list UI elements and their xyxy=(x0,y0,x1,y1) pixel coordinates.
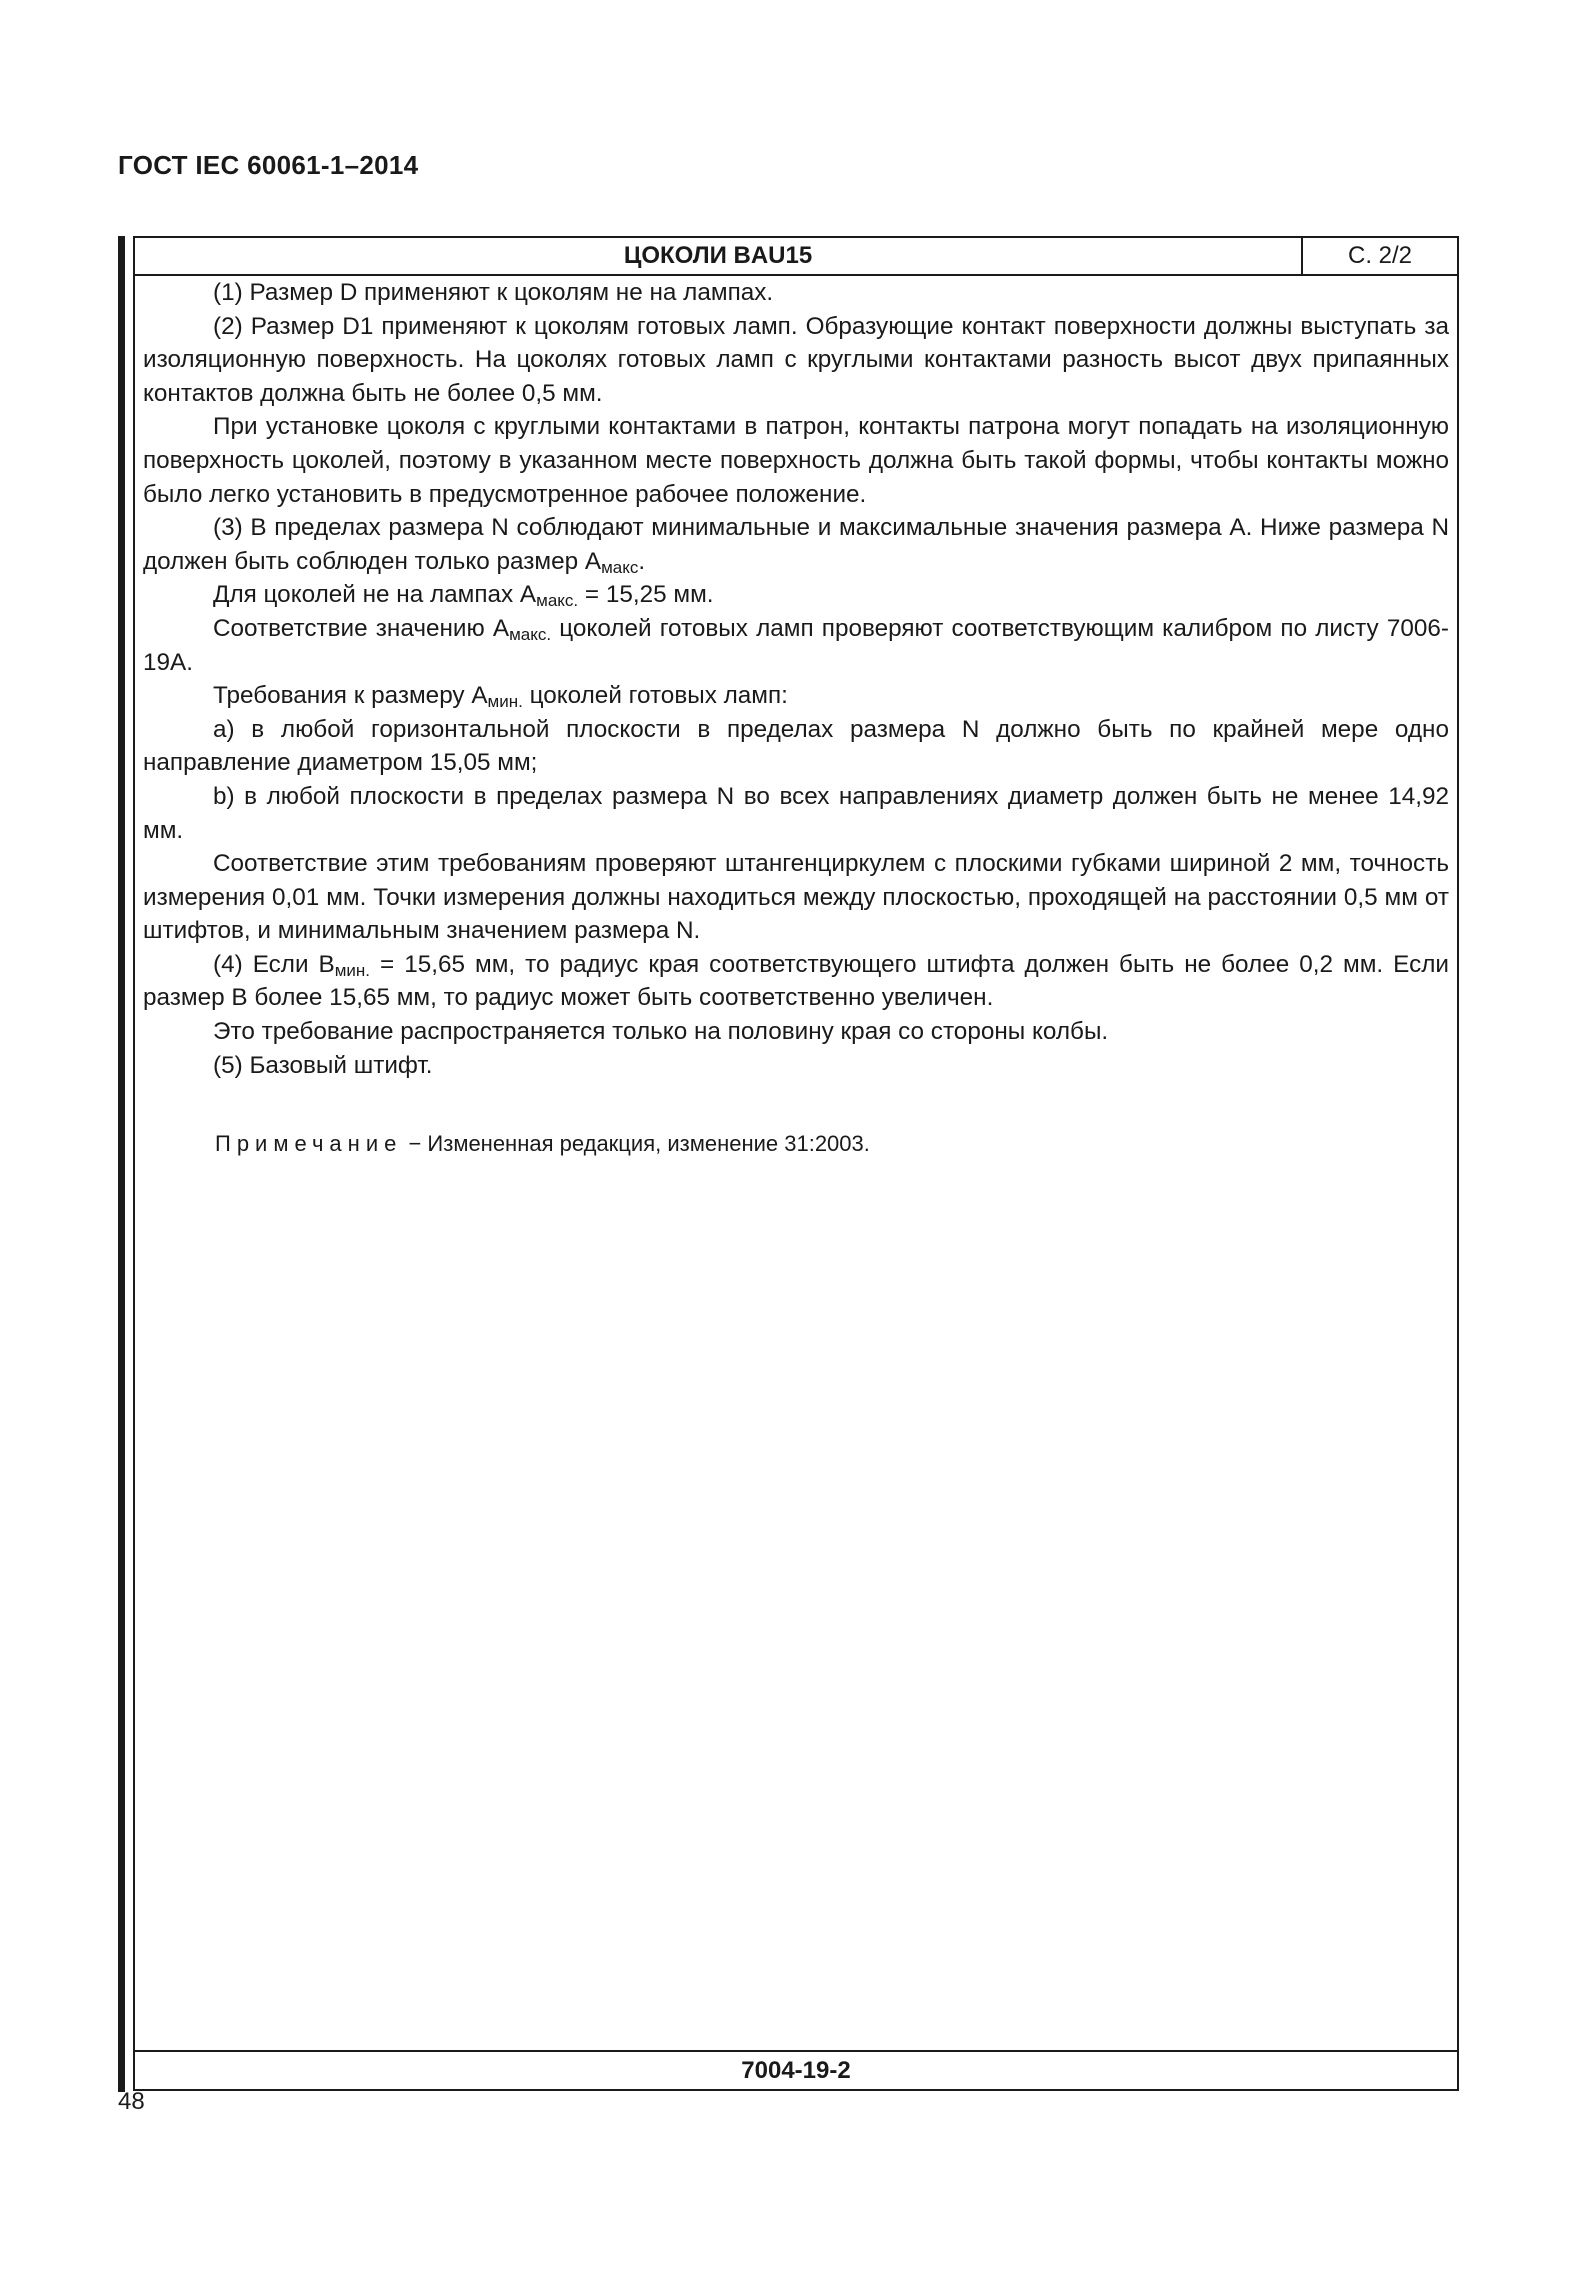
paragraph-1: (1) Размер D применяют к цоколям не на лампах. xyxy=(213,279,774,306)
sheet-page-indicator: С. 2/2 xyxy=(1347,242,1413,269)
paragraph-2: (2) Размер D1 применяют к цоколям готовых ламп. Образующие контакт поверхности должны выступать за изоляционную поверхность. На цоколях готовых ламп с круглыми контактами разность высот двух припаянных контактов должна быть не более 0,5 мм. xyxy=(143,312,1449,407)
subscript: макс xyxy=(601,557,639,577)
paragraph-9: b) в любой плоскости в пределах размера N во всех направлениях диаметр должен быть не менее 14,92 мм. xyxy=(143,782,1449,844)
subscript: мин. xyxy=(334,960,371,980)
document-code: ГОСТ IEC 60061-1–2014 xyxy=(118,150,419,180)
paragraph-13: (5) Базовый штифт. xyxy=(213,1051,433,1079)
standard-sheet xyxy=(133,236,1459,2091)
paragraph-7-end: цоколей готовых ламп: xyxy=(522,682,788,710)
sheet-number: 7004-19-2 xyxy=(135,2050,1457,2089)
paragraph-6-text: Соответствие значению А xyxy=(213,614,510,642)
paragraph-5-text: Для цоколей не на лампах А xyxy=(213,581,537,609)
paragraph-7-text: Требования к размеру А xyxy=(213,682,488,710)
paragraph-8: а) в любой горизонтальной плоскости в пределах размера N должно быть по крайней мере одно направление диаметром 15,05 мм; xyxy=(143,715,1449,777)
paragraph-3: При установке цоколя с круглыми контактами в патрон, контакты патрона могут попадать на изоляционную поверхность цоколей, поэтому в указанном месте поверхность должна быть такой формы, чтобы контакты можно было легко установить в предусмотренное рабочее положение. xyxy=(143,413,1449,508)
sheet-margin-bar xyxy=(118,236,125,2092)
note xyxy=(215,1131,870,1157)
subscript: макс. xyxy=(536,591,579,611)
subscript: макс. xyxy=(509,624,552,644)
sheet-body xyxy=(143,276,1449,1082)
paragraph-11 xyxy=(143,948,1449,1015)
paragraph-12: Это требование распространяется только на половину края со стороны колбы. xyxy=(213,1018,1109,1046)
paragraph-5-end: = 15,25 мм. xyxy=(578,581,714,609)
note-text: − Измененная редакция, изменение 31:2003. xyxy=(402,1131,870,1156)
sheet-header xyxy=(135,238,1457,276)
paragraph-11-end: = 15,65 мм, то радиус края соответствующего штифта должен быть не более 0,2 мм. Если размер В более 15,65 мм, то радиус может быть соответственно увеличен. xyxy=(143,950,1449,1012)
paragraph-4 xyxy=(143,511,1449,578)
paragraph-4-text: (3) В пределах размера N соблюдают минимальные и максимальные значения размера А. Ниже размера N должен быть соблюден только размер А xyxy=(143,514,1449,575)
paragraph-6 xyxy=(143,612,1449,679)
paragraph-7 xyxy=(143,679,1449,713)
paragraph-5 xyxy=(143,578,1449,612)
paragraph-10: Соответствие этим требованиям проверяют штангенциркулем с плоскими губками шириной 2 мм, точность измерения 0,01 мм. Точки измерения должны находиться между плоскостью, проходящей на расстоянии 0,5 мм от штифтов, и минимальным значением размера N. xyxy=(143,850,1449,945)
page-number: 48 xyxy=(118,2088,145,2115)
subscript: мин. xyxy=(487,692,523,712)
paragraph-4-end: . xyxy=(638,547,646,575)
sheet-title: ЦОКОЛИ BAU15 xyxy=(135,238,1303,274)
note-label: Примечание xyxy=(215,1131,403,1156)
paragraph-6-end: цоколей готовых ламп проверяют соответствующим калибром по листу 7006-19А. xyxy=(143,614,1449,676)
paragraph-11-text: (4) Если В xyxy=(213,950,335,978)
